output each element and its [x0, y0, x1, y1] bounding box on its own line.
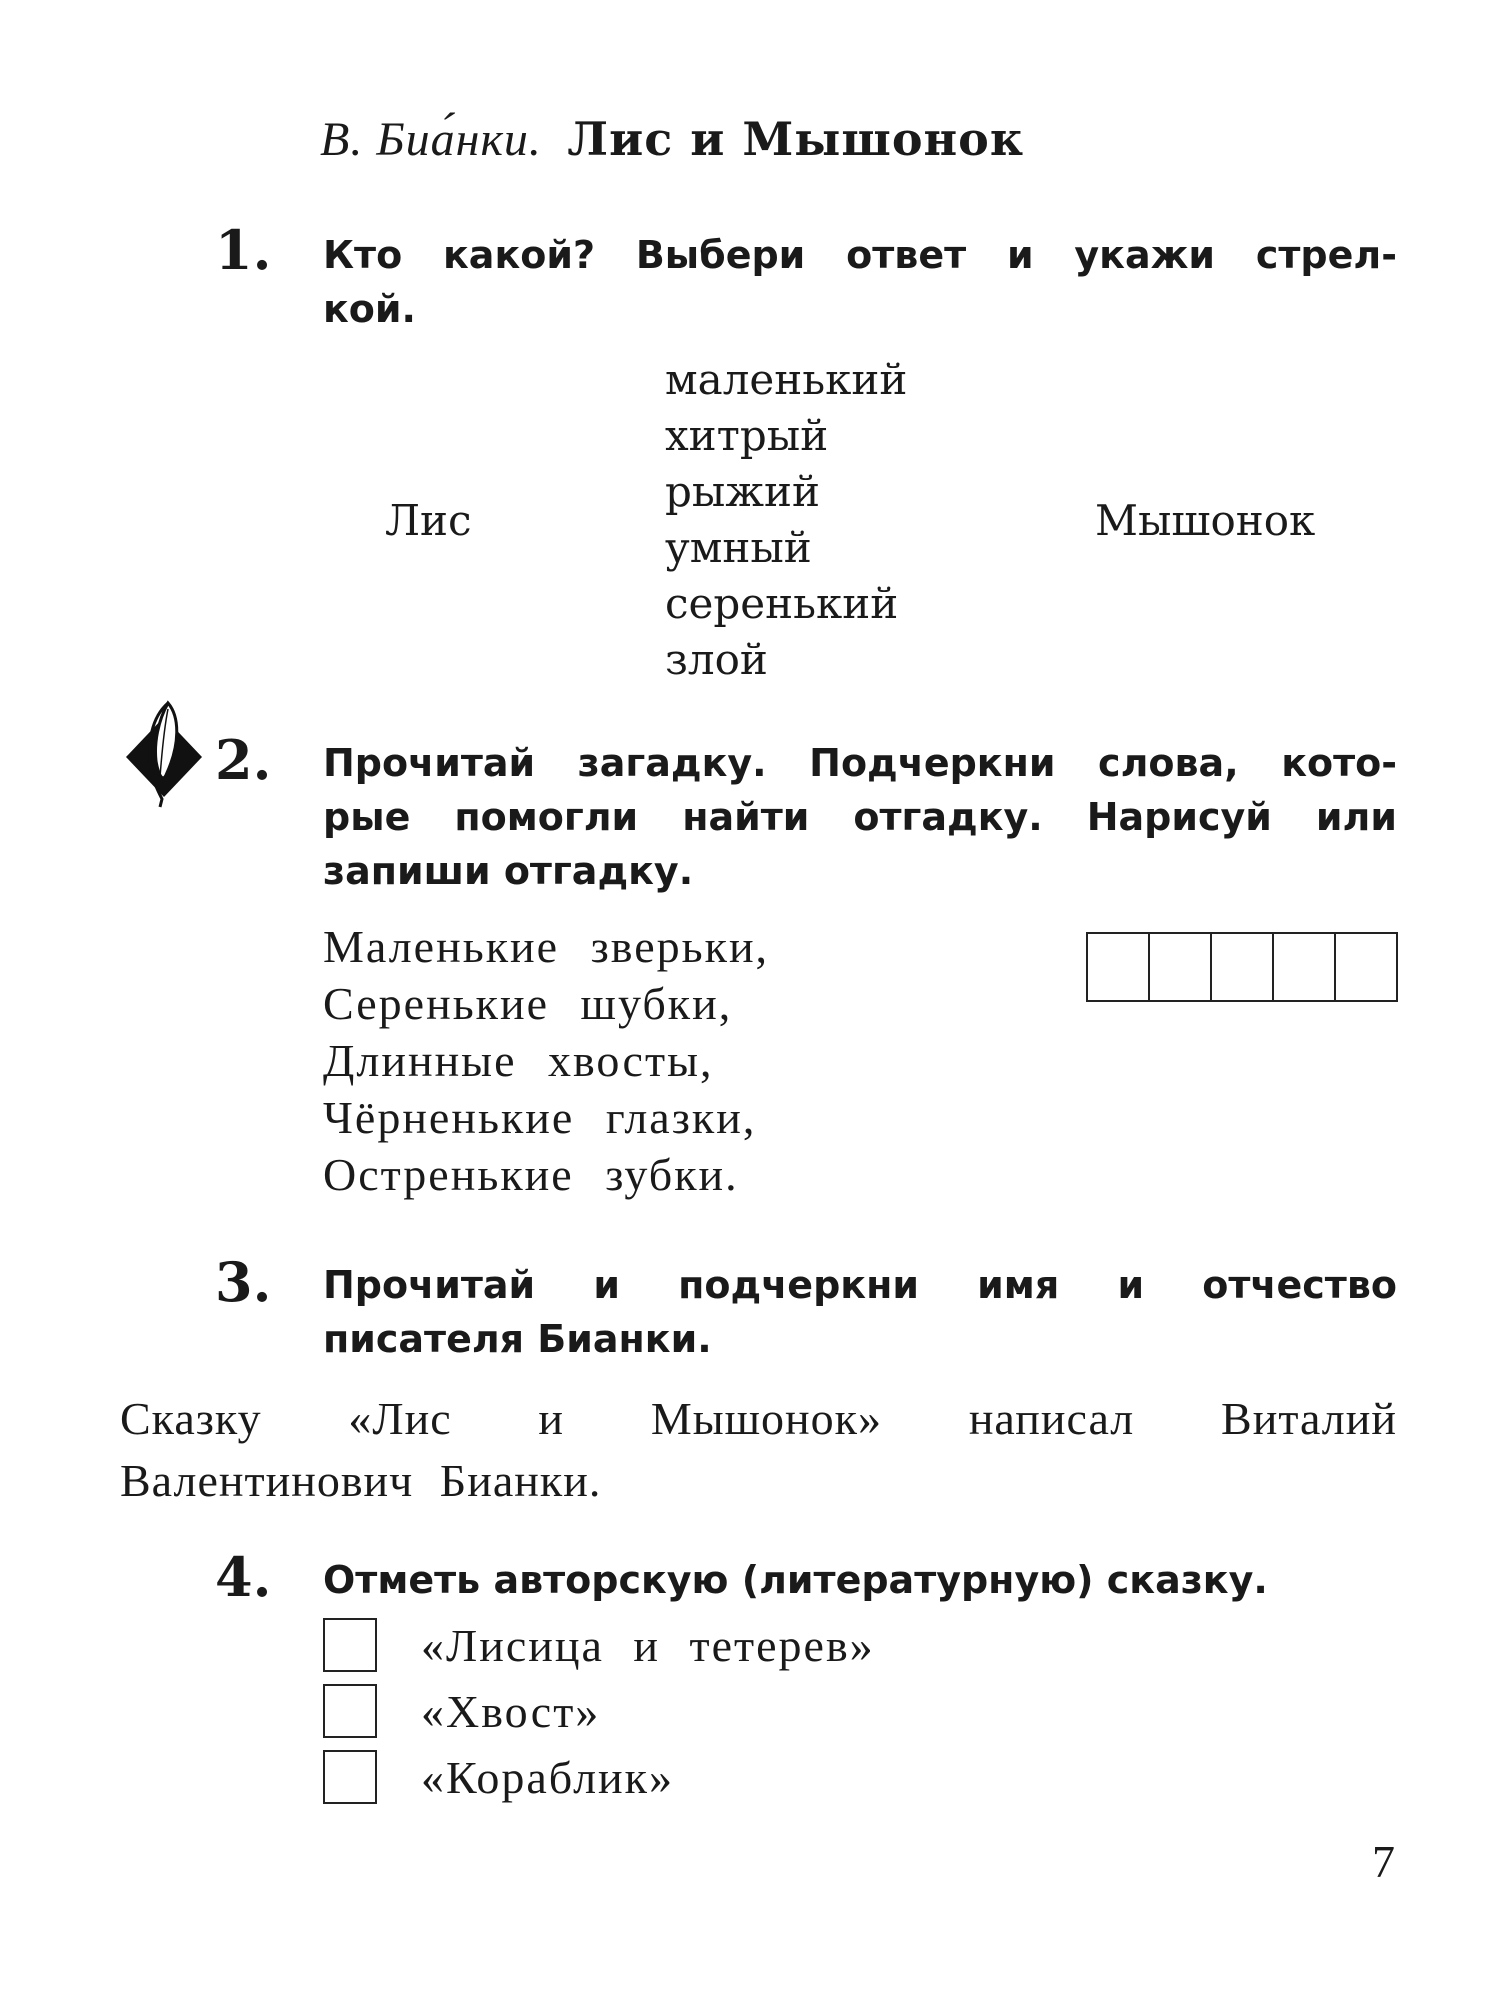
task-4-text: Отметь авторскую (литературную) сказку.: [323, 1558, 1268, 1602]
word-myshonok[interactable]: Мышонок: [1095, 496, 1316, 545]
task-1-line-1: Кто какой? Выбери ответ и укажи стрел-: [323, 233, 1397, 277]
answer-letter-box[interactable]: [1210, 932, 1274, 1002]
adjective-item[interactable]: рыжий: [665, 467, 820, 516]
task-2-line-2: рые помогли найти отгадку. Нарисуй или: [323, 795, 1397, 839]
answer-letter-box[interactable]: [1086, 932, 1150, 1002]
riddle-line: Чёрненькие глазки,: [323, 1092, 757, 1143]
option-checkbox[interactable]: [323, 1684, 377, 1738]
option-row: [323, 1618, 875, 1672]
option-label: «Кораблик»: [421, 1751, 674, 1803]
task-2-number: 2.: [215, 728, 272, 792]
word-lis[interactable]: Лис: [385, 496, 472, 545]
diamond-quill-icon: [118, 695, 210, 815]
task-3-line-2: писателя Бианки.: [323, 1317, 712, 1361]
task-3-line-1: Прочитай и подчеркни имя и отчество: [323, 1263, 1397, 1307]
story-title: Лис и Мышонок: [567, 112, 1025, 166]
option-label: «Лисица и тетерев»: [421, 1619, 875, 1671]
task-1-line-2: кой.: [323, 287, 416, 331]
riddle-text: [323, 918, 769, 1203]
option-row: [323, 1684, 600, 1738]
task-1-number: 1.: [215, 218, 272, 282]
author-fact-text: [120, 1388, 1397, 1512]
riddle-line: Длинные хвосты,: [323, 1035, 714, 1086]
task-2-line-3: запиши отгадку.: [323, 849, 694, 893]
page-number: 7: [1372, 1836, 1395, 1887]
option-checkbox[interactable]: [323, 1618, 377, 1672]
adjective-item[interactable]: умный: [665, 523, 812, 572]
answer-letter-box[interactable]: [1334, 932, 1398, 1002]
answer-letter-box[interactable]: [1148, 932, 1212, 1002]
adjective-item[interactable]: маленький: [665, 355, 908, 404]
answer-letter-box[interactable]: [1272, 932, 1336, 1002]
option-checkbox[interactable]: [323, 1750, 377, 1804]
adjective-item[interactable]: хитрый: [665, 411, 829, 460]
task-4-number: 4.: [215, 1545, 272, 1609]
fact-line-1: Сказку «Лис и Мышонок» написал Виталий: [120, 1393, 1397, 1444]
task-3-number: 3.: [215, 1250, 272, 1314]
riddle-line: Остренькие зубки.: [323, 1149, 739, 1200]
fact-line-2: Валентинович Бианки.: [120, 1455, 602, 1506]
answer-letter-grid: [1088, 932, 1398, 1002]
option-row: [323, 1750, 674, 1804]
author-name: В. Биа́нки.: [320, 113, 542, 166]
adjective-item[interactable]: серенький: [665, 579, 899, 628]
page-title: [320, 112, 1024, 167]
option-label: «Хвост»: [421, 1685, 601, 1737]
riddle-line: Серенькие шубки,: [323, 978, 733, 1029]
task-2-line-1: Прочитай загадку. Подчеркни слова, кото-: [323, 741, 1397, 785]
adjective-list: [665, 352, 907, 688]
adjective-item[interactable]: злой: [665, 635, 768, 684]
riddle-line: Маленькие зверьки,: [323, 921, 770, 972]
